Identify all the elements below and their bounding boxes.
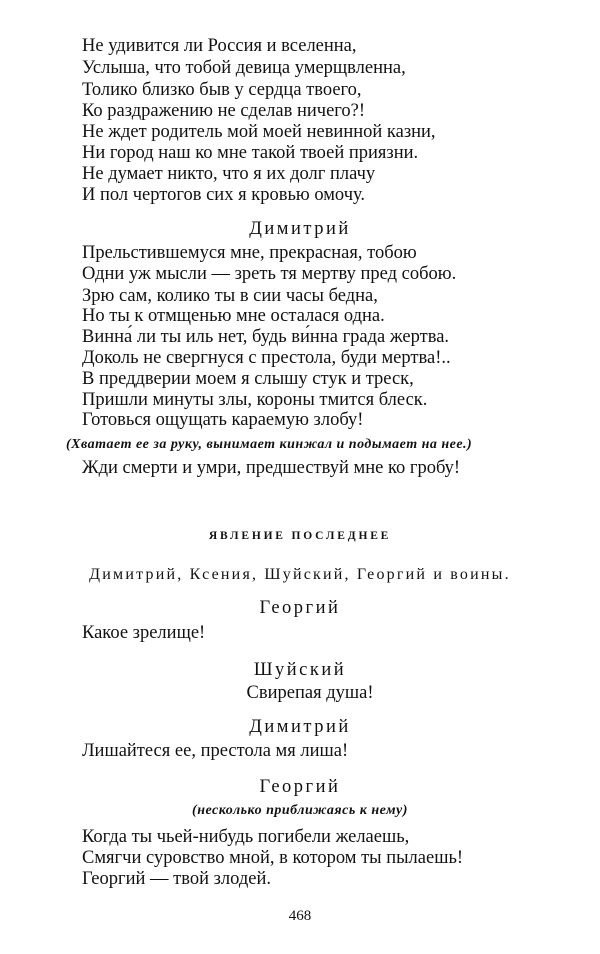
scene-heading: ЯВЛЕНИЕ ПОСЛЕДНЕЕ — [208, 530, 392, 542]
speaker-name: Димитрий — [249, 717, 351, 737]
verse-line: Но ты к отмщенью мне осталася одна. — [82, 306, 385, 326]
verse-line: Толико близко быв у сердца твоего, — [82, 80, 362, 100]
verse-line: Георгий — твой злодей. — [82, 869, 272, 889]
verse-line: Винна́ ли ты иль нет, будь ви́нна града жертва. — [82, 327, 450, 347]
verse-line: Не удивится ли Россия и вселенна, — [82, 36, 357, 56]
verse-line: Ко раздражению не сделав ничего?! — [82, 101, 366, 121]
cast-list: Димитрий, Ксения, Шуйский, Георгий и воины. — [89, 566, 511, 583]
page-number: 468 — [288, 908, 312, 924]
verse-line: Жди смерти и умри, предшествуй мне ко гробу! — [82, 458, 461, 478]
verse-line: Доколь не свергнуся с престола, буди мертва!.. — [82, 348, 451, 368]
stage-direction: (Хватает ее за руку, вынимает кинжал и подымает на нее.) — [66, 437, 473, 452]
verse-line: И пол чертогов сих я кровью омочу. — [82, 185, 366, 205]
verse-line: Смягчи суровство мной, в котором ты пылаешь! — [82, 848, 464, 868]
speaker-name: Георгий — [259, 598, 341, 618]
verse-line: Одни уж мысли — зреть тя мертву пред собою. — [82, 264, 457, 284]
verse-line: Готовься ощущать караемую злобу! — [82, 410, 364, 430]
verse-line: Пришли минуты злы, короны тмится блеск. — [82, 390, 428, 410]
verse-line: Когда ты чьей-нибудь погибели желаешь, — [82, 827, 410, 847]
verse-line: Какое зрелище! — [82, 623, 206, 643]
speaker-name: Георгий — [259, 777, 341, 797]
speaker-name: Димитрий — [249, 219, 351, 239]
verse-line: Лишайтеся ее, престола мя лиша! — [82, 741, 349, 761]
verse-line: Свирепая душа! — [246, 683, 374, 703]
verse-line: В преддверии моем я слышу стук и треск, — [82, 369, 414, 389]
stage-direction: (несколько приближаясь к нему) — [192, 803, 408, 818]
verse-line: Ни город наш ко мне такой твоей приязни. — [82, 143, 419, 163]
verse-line: Зрю сам, колико ты в сии часы бедна, — [82, 286, 378, 306]
verse-line: Услыша, что тобой девица умерщвленна, — [82, 58, 406, 78]
verse-line: Не ждет родитель мой моей невинной казни, — [82, 122, 436, 142]
verse-line: Не думает никто, что я их долг плачу — [82, 164, 376, 184]
speaker-name: Шуйский — [253, 660, 347, 680]
verse-line: Прельстившемуся мне, прекрасная, тобою — [82, 243, 417, 263]
